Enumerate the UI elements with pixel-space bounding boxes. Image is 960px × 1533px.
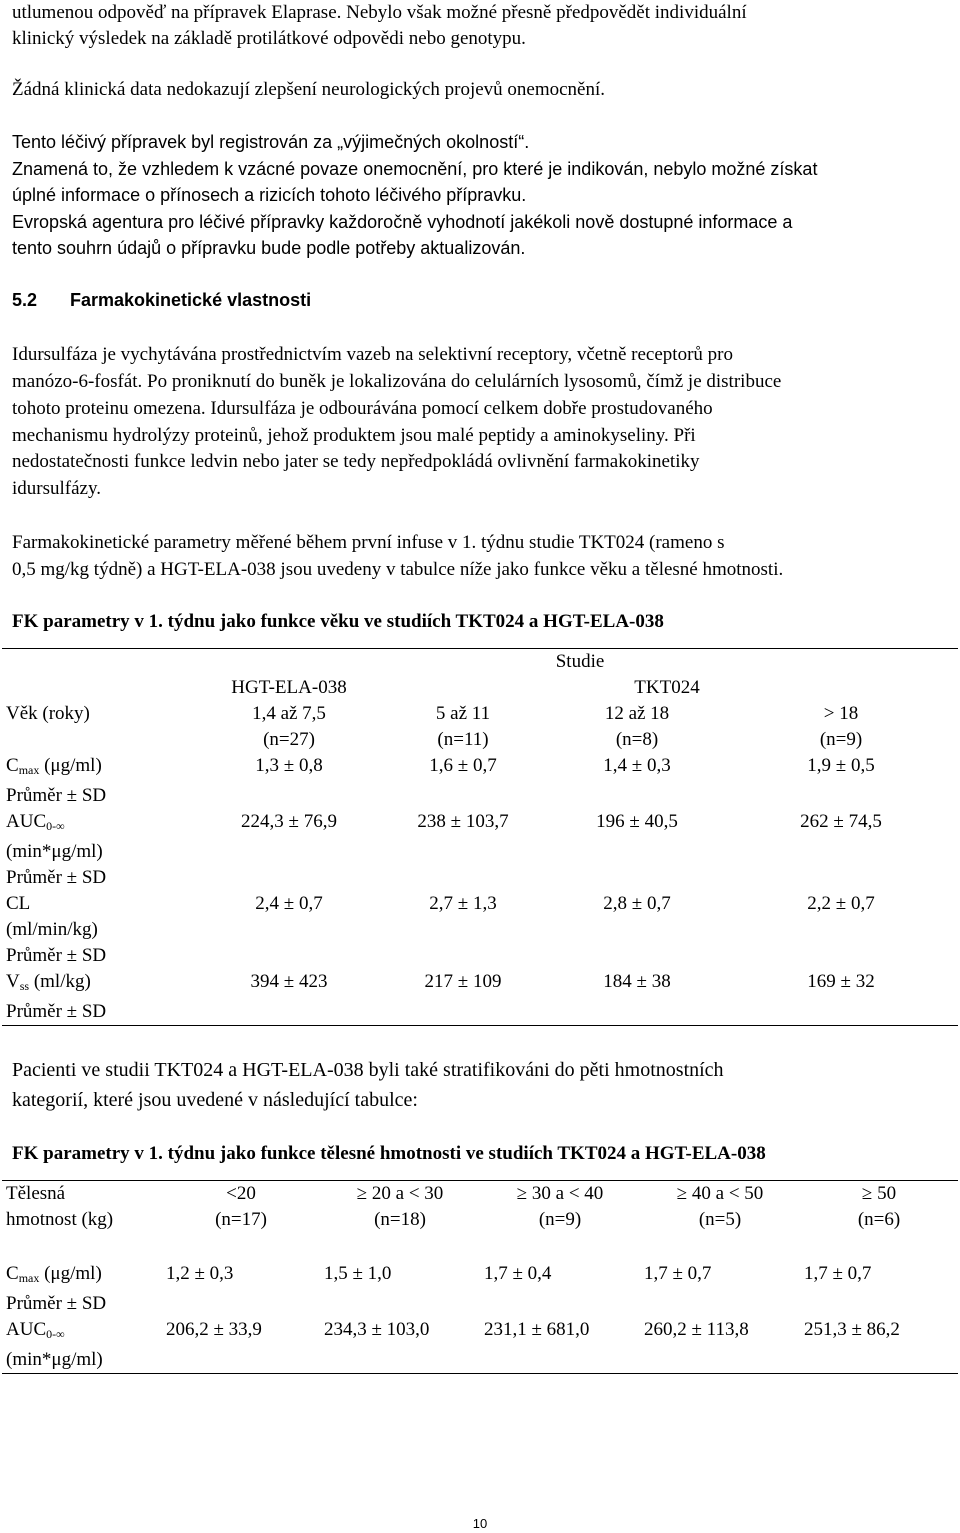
table-cell: 224,3 ± 76,9 [241, 811, 337, 832]
row-label-auc: $AUC_{0-\infty}$ (min*μg/ml) [6, 1318, 103, 1370]
table-cell: 1,9 ± 0,5 [807, 755, 875, 776]
study-hgt-header: HGT-ELA-038 [231, 677, 347, 698]
weight-col-2: ≥ 20 a < 30 (n=18) [356, 1183, 444, 1230]
table-cell: 169 ± 32 [807, 971, 875, 992]
age-label: Věk (roky) [6, 703, 90, 724]
table-row [2, 809, 958, 891]
para1-line-4: mechanismu hydrolýzy proteinů, jehož produktem jsou malé peptidy a aminokyseliny. Při [12, 425, 696, 446]
intro-line-8: tento souhrn údajů o přípravku bude podle potřeby aktualizován. [12, 238, 526, 258]
pk-weight-table [2, 1180, 958, 1374]
table1-caption: FK parametry v 1. týdnu jako funkce věku ve studiích TKT024 a HGT-ELA-038 [12, 611, 664, 632]
table-cell: 1,5 ± 1,0 [324, 1262, 392, 1284]
table-cell: 394 ± 423 [250, 971, 328, 992]
table-cell: 2,7 ± 1,3 [429, 893, 497, 914]
table-cell: 206,2 ± 33,9 [166, 1318, 262, 1340]
intro-line-7: Evropská agentura pro léčivé přípravky každoročně vyhodnotí jakékoli nově dostupné informace a [12, 212, 793, 232]
table-cell: 1,7 ± 0,7 [644, 1262, 712, 1284]
para1-line-6: idursulfázy. [12, 478, 101, 499]
table-row [2, 701, 958, 753]
study-tkt-header: TKT024 [634, 677, 700, 698]
pk-age-table [2, 648, 958, 1026]
table-row [2, 649, 958, 676]
para1-line-2: manózo-6-fosfát. Po proniknutí do buněk je lokalizována do celulárních lysosomů, čímž je distribuce [12, 371, 782, 392]
age-col-1: 1,4 až 7,5 (n=27) [252, 703, 326, 750]
intro-line-3: Žádná klinická data nedokazují zlepšení neurologických projevů onemocnění. [12, 79, 606, 100]
studie-header: Studie [555, 651, 605, 672]
para1-line-3: tohoto proteinu omezena. Idursulfáza je odbourávána pomocí celkem dobře prostudovaného [12, 398, 713, 419]
weight-col-1: <20 (n=17) [215, 1183, 267, 1230]
table-cell: 231,1 ± 681,0 [484, 1318, 590, 1340]
weight-col-4: ≥ 40 a < 50 (n=5) [676, 1183, 764, 1230]
age-col-3: 12 až 18 (n=8) [604, 703, 670, 750]
intro-line-1: utlumenou odpověď na přípravek Elaprase. Nebylo však možné přesně předpovědět individuální [12, 2, 747, 23]
row-label-cmax: $C_{max}$ (μg/ml) Průměr ± SD [6, 1262, 107, 1314]
weight-col-3: ≥ 30 a < 40 (n=9) [516, 1183, 604, 1230]
intro-line-5: Znamená to, že vzhledem k vzácné povaze onemocnění, pro které je indikován, nebylo možné získat [12, 159, 818, 179]
table-row [2, 753, 958, 809]
table-cell: 1,4 ± 0,3 [603, 755, 671, 776]
table-row [2, 1181, 958, 1261]
table-cell: 1,2 ± 0,3 [166, 1262, 234, 1284]
table-row [2, 1261, 958, 1317]
intro-line-6: úplné informace o přínosech a rizicích tohoto léčivého přípravku. [12, 185, 527, 205]
table-cell: 184 ± 38 [603, 971, 671, 992]
table-row [2, 675, 958, 701]
table-cell: 2,2 ± 0,7 [807, 893, 875, 914]
table-cell: 2,8 ± 0,7 [603, 893, 671, 914]
table-row [2, 969, 958, 1026]
between-line-1: Pacienti ve studii TKT024 a HGT-ELA-038 byli také stratifikováni do pěti hmotnostních [12, 1059, 724, 1081]
table-row [2, 891, 958, 969]
table-cell: 1,7 ± 0,4 [484, 1262, 552, 1284]
table-cell: 2,4 ± 0,7 [255, 893, 323, 914]
table-cell: 196 ± 40,5 [596, 811, 678, 832]
table-cell: 1,3 ± 0,8 [255, 755, 323, 776]
between-line-2: kategorií, které jsou uvedené v následující tabulce: [12, 1089, 418, 1111]
row-label-auc: $AUC_{0-\infty}$ (min*μg/ml) Průměr ± SD [6, 811, 107, 888]
table-cell: 1,7 ± 0,7 [804, 1262, 872, 1284]
para2-line-1: Farmakokinetické parametry měřené během první infuse v 1. týdnu studie TKT024 (rameno s [12, 532, 725, 553]
para2-line-2: 0,5 mg/kg týdně) a HGT-ELA-038 jsou uvedeny v tabulce níže jako funkce věku a tělesné hmotnosti. [12, 559, 784, 580]
row-label-vss: $V_{ss}$ (ml/kg) Průměr ± SD [6, 971, 107, 1022]
weight-label: Tělesná hmotnost (kg) [6, 1183, 114, 1230]
age-col-4: > 18 (n=9) [819, 703, 863, 750]
para1-line-1: Idursulfáza je vychytávána prostřednictvím vazeb na selektivní receptory, včetně receptorů pro [12, 344, 733, 365]
row-label-cmax: $C_{max}$ (μg/ml) Průměr ± SD [6, 755, 107, 806]
table-cell: 260,2 ± 113,8 [644, 1318, 749, 1340]
table-cell: 251,3 ± 86,2 [804, 1318, 900, 1340]
table2-caption: FK parametry v 1. týdnu jako funkce tělesné hmotnosti ve studiích TKT024 a HGT-ELA-038 [12, 1143, 766, 1164]
row-label-cl: CL (ml/min/kg) Průměr ± SD [6, 893, 107, 966]
table-cell: 238 ± 103,7 [417, 811, 509, 832]
table-cell: 1,6 ± 0,7 [429, 755, 497, 776]
table-cell: 234,3 ± 103,0 [324, 1318, 430, 1340]
para1-line-5: nedostatečnosti funkce ledvin nebo jater se tedy nepředpokládá ovlivnění farmakokinetiky [12, 451, 700, 472]
section-title: Farmakokinetické vlastnosti [70, 290, 312, 310]
age-col-2: 5 až 11 (n=11) [435, 703, 491, 750]
section-heading [12, 290, 311, 311]
table-row [2, 1317, 958, 1374]
table-cell: 262 ± 74,5 [800, 811, 882, 832]
section-number: 5.2 [12, 290, 38, 310]
table-cell: 217 ± 109 [424, 971, 502, 992]
intro-line-2: klinický výsledek na základě protilátkové odpovědi nebo genotypu. [12, 28, 526, 49]
intro-line-4: Tento léčivý přípravek byl registrován za „výjimečných okolností“. [12, 132, 530, 152]
weight-col-5: ≥ 50 (n=6) [857, 1183, 901, 1230]
page-number: 10 [472, 1516, 488, 1531]
